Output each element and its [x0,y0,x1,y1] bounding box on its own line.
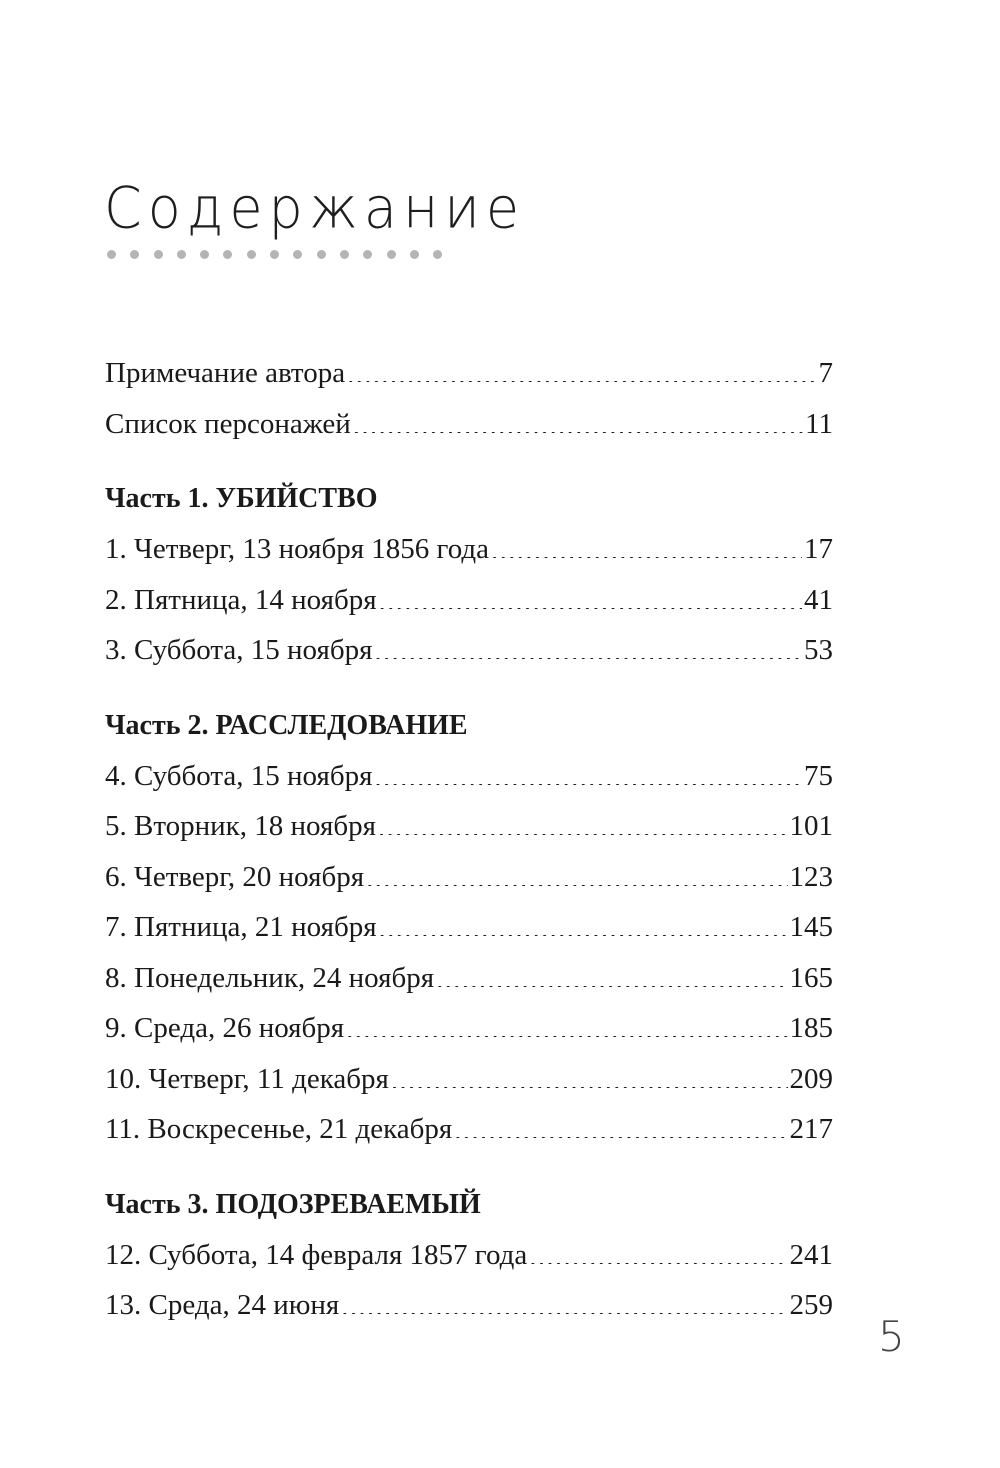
dot-leader [379,608,802,609]
toc-entry-page: 75 [804,759,833,792]
toc-entry-characters[interactable] [105,399,833,450]
divider-dot [433,250,442,259]
toc-entry-chapter-11[interactable] [105,1104,833,1155]
toc-entry-label: Список персонажей [105,407,351,440]
toc-entry-label: 4. Суббота, 15 ноября [105,759,373,792]
dot-leader [391,1087,788,1088]
toc-entry-page: 53 [804,634,833,666]
toc-entry-chapter-8[interactable] [105,953,833,1004]
toc-entry-label: 12. Суббота, 14 февраля 1857 года [105,1238,528,1271]
dot-leader [491,557,802,558]
dot-leader [347,381,816,382]
toc-entry-page: 17 [804,533,833,565]
toc-entry-label: 13. Среда, 24 июня [105,1289,340,1321]
divider-dot [270,250,279,259]
dot-leader [346,1036,787,1037]
divider-dot [363,250,372,259]
toc-entry-page: 41 [804,583,833,616]
divider-dot [410,250,419,259]
toc-entry-chapter-6[interactable] [105,852,833,903]
title-divider-dots [107,250,442,259]
dot-leader [353,432,803,433]
toc-entry-page: 185 [789,1012,833,1044]
divider-dot [200,250,209,259]
toc-entry-chapter-9[interactable] [105,1003,833,1054]
divider-dot [177,250,186,259]
toc-entry-label: 3. Суббота, 15 ноября [105,634,373,666]
part-heading-2: Часть 2. РАССЛЕДОВАНИЕ [105,709,468,741]
toc-entry-page: 101 [789,810,833,842]
divider-dot [317,250,326,259]
table-of-contents [105,348,833,1331]
toc-entry-page: 209 [789,1062,833,1095]
toc-entry-label: 11. Воскресенье, 21 декабря [105,1113,453,1145]
toc-entry-label: Примечание автора [105,357,346,389]
toc-entry-label: 7. Пятница, 21 ноября [105,911,377,943]
toc-entry-label: 8. Понедельник, 24 ноября [105,961,435,994]
toc-entry-page: 165 [789,961,833,994]
part-heading-3: Часть 3. ПОДОЗРЕВАЕМЫЙ [105,1188,481,1220]
toc-entry-page: 259 [789,1289,833,1321]
divider-dot [247,250,256,259]
toc-entry-chapter-12[interactable] [105,1230,833,1281]
dot-leader [366,885,787,886]
toc-entry-page: 123 [789,860,833,893]
divider-dot [154,250,163,259]
dot-leader [378,834,788,835]
toc-entry-label: 9. Среда, 26 ноября [105,1012,345,1044]
toc-entry-page: 145 [789,911,833,943]
divider-dot [107,250,116,259]
dot-leader [436,986,787,987]
toc-entry-chapter-5[interactable] [105,801,833,852]
dot-leader [374,784,802,785]
dot-leader [374,658,802,659]
page-title: Содержание [104,175,526,242]
toc-entry-page: 217 [789,1113,833,1145]
toc-entry-author-note[interactable] [105,348,833,399]
toc-entry-label: 6. Четверг, 20 ноября [105,860,365,893]
dot-leader [529,1263,787,1264]
divider-dot [340,250,349,259]
page-number: 5 [878,1312,905,1361]
toc-entry-chapter-2[interactable] [105,575,833,626]
dot-leader [454,1137,787,1138]
toc-entry-chapter-13[interactable] [105,1280,833,1331]
toc-entry-chapter-3[interactable] [105,625,833,676]
toc-entry-page: 11 [805,407,833,440]
toc-entry-chapter-10[interactable] [105,1054,833,1105]
toc-entry-chapter-4[interactable] [105,751,833,802]
toc-entry-chapter-7[interactable] [105,902,833,953]
toc-entry-page: 241 [789,1238,833,1271]
divider-dot [130,250,139,259]
divider-dot [293,250,302,259]
toc-entry-label: 2. Пятница, 14 ноября [105,583,377,616]
toc-entry-label: 5. Вторник, 18 ноября [105,810,376,842]
toc-entry-chapter-1[interactable] [105,524,833,575]
toc-entry-label: 1. Четверг, 13 ноября 1856 года [105,533,490,565]
part-heading-1: Часть 1. УБИЙСТВО [105,483,378,514]
toc-entry-label: 10. Четверг, 11 декабря [105,1062,389,1095]
dot-leader [379,935,788,936]
toc-entry-page: 7 [818,357,833,389]
divider-dot [387,250,396,259]
dot-leader [341,1313,787,1314]
divider-dot [223,250,232,259]
